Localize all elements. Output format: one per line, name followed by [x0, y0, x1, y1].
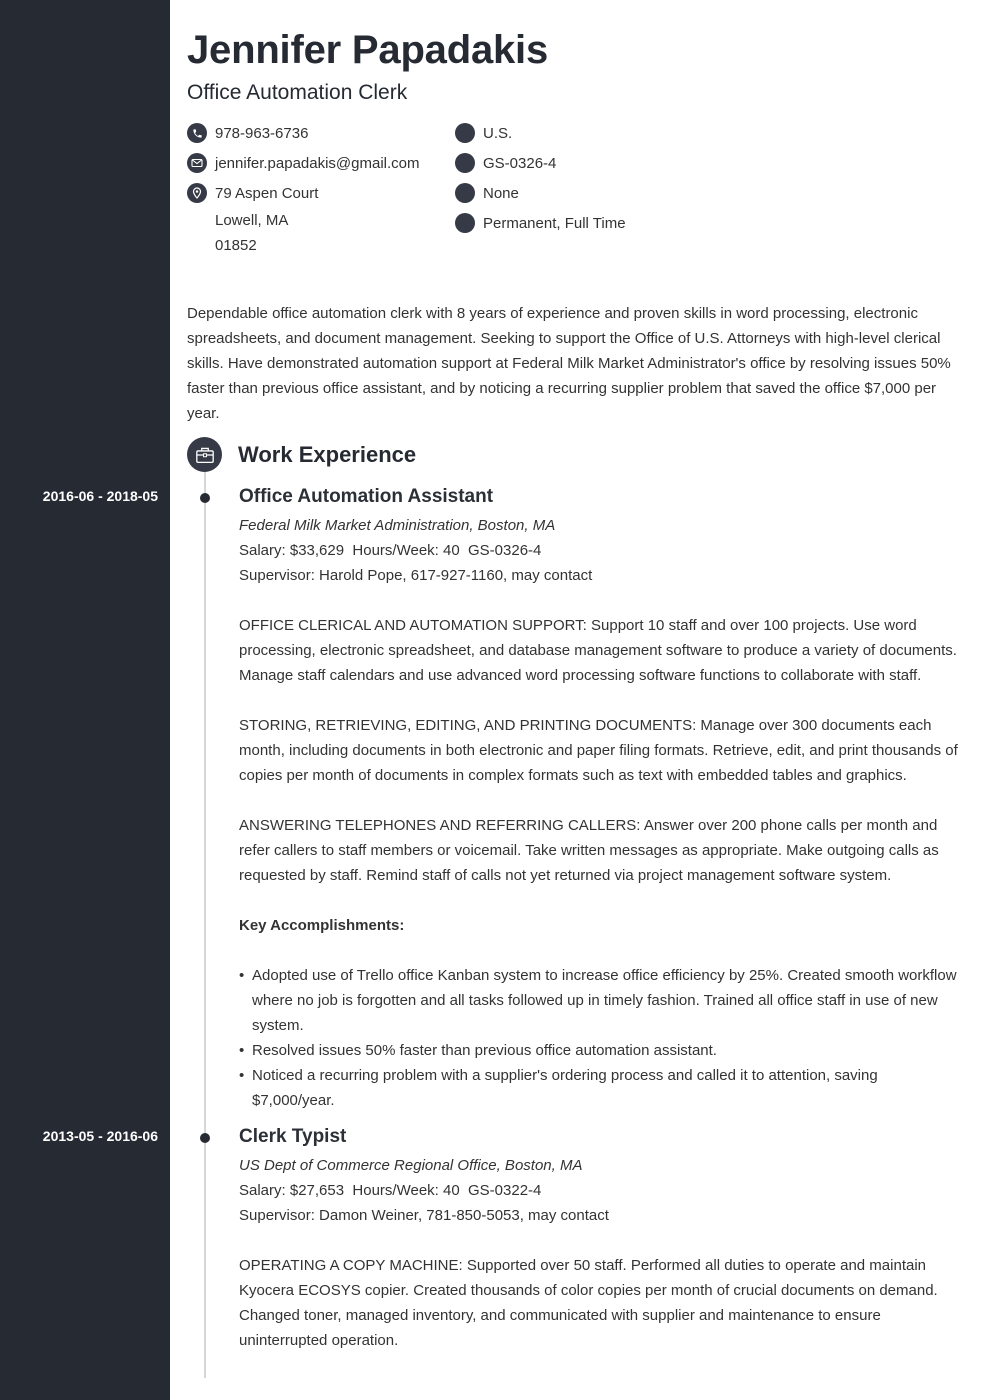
job-supervisor: Supervisor: Harold Pope, 617-927-1160, may contact — [239, 567, 593, 584]
veterans-preference-row — [455, 178, 626, 208]
accomplishment-item: • Adopted use of Trello office Kanban system to increase office efficiency by 25%. Created smooth workflow where no job is forgotten and all tasks followed up in timely fashion. Trained all office staff in use of new system. — [239, 963, 964, 1038]
job-title: Office Automation Clerk — [187, 81, 408, 104]
job-type-row — [455, 208, 626, 238]
job-duty-paragraph: OPERATING A COPY MACHINE: Supported over 50 staff. Performed all duties to operate and maintain Kyocera ECOSYS copier. Created thousands of color copies per month of crucial documents on demand. Changed toner, managed inventory, and communicated with supplier and maintenance to ensure uninterrupted operation. — [239, 1257, 938, 1349]
accomplishment-item: • Noticed a recurring problem with a supplier's ordering process and called it to attention, saving $7,000/year. — [239, 1063, 964, 1113]
contact-address — [187, 178, 420, 208]
envelope-icon — [187, 153, 207, 173]
citizenship-row — [455, 118, 626, 148]
contact-email — [187, 148, 420, 178]
timeline-dot — [200, 493, 210, 503]
job-type-text: Permanent, Full Time — [483, 214, 626, 232]
map-pin-icon — [187, 183, 207, 203]
job-dates: 2016-06 - 2018-05 — [42, 488, 158, 504]
veterans-preference-text: None — [483, 184, 519, 202]
citizenship-icon — [455, 123, 475, 143]
contact-info — [187, 118, 420, 258]
job-type-icon — [455, 213, 475, 233]
job-entry-title: Office Automation Assistant — [239, 486, 494, 507]
job-details: Salary: $33,629 Hours/Week: 40 GS-0326-4 — [239, 542, 542, 559]
job-duty-paragraph: ANSWERING TELEPHONES AND REFERRING CALLERS: Answer over 200 phone calls per month and refer callers to staff members or voicemail. Take written messages as appropriate. Make outgoing calls as requested by staff. Remind staff of calls not yet returned via project management software system. — [239, 817, 939, 884]
veterans-preference-icon — [455, 183, 475, 203]
job-duty-paragraph: STORING, RETRIEVING, EDITING, AND PRINTING DOCUMENTS: Manage over 300 documents each month, including documents in both electronic and paper filing formats. Retrieve, edit, and print thousands of copies per month of documents in complex formats such as text with embedded tables and graphics. — [239, 717, 958, 784]
contact-phone — [187, 118, 420, 148]
timeline-line — [204, 470, 206, 1378]
citizenship-text: U.S. — [483, 124, 513, 142]
grade-text: GS-0326-4 — [483, 154, 557, 172]
briefcase-icon — [187, 437, 222, 472]
federal-info — [455, 118, 626, 238]
summary: Dependable office automation clerk with 8 years of experience and proven skills in word processing, electronic spreadsheets, and document management. Seeking to support the Office of U.S. Attorneys with high-level clerical skills. Have demonstrated automation support at Federal Milk Market Administrator's office by resolving issues 50% faster than previous office assistant, and by noticing a recurring supplier problem that saved the office $7,000 per year. — [187, 305, 951, 422]
phone-text: 978-963-6736 — [215, 124, 309, 142]
timeline-dot — [200, 1133, 210, 1143]
job-duty-paragraph: OFFICE CLERICAL AND AUTOMATION SUPPORT: Support 10 staff and over 100 projects. Use word processing, electronic spreadsheet, and database management software to produce a variety of documents. Manage staff calendars and use advanced word processing software functions to collaborate with staff. — [239, 617, 957, 684]
address-line-3: 01852 — [215, 237, 257, 254]
candidate-name: Jennifer Papadakis — [187, 28, 549, 72]
job-dates: 2013-05 - 2016-06 — [42, 1128, 158, 1144]
accomplishments-list — [239, 963, 964, 1113]
job-details: Salary: $27,653 Hours/Week: 40 GS-0322-4 — [239, 1182, 542, 1199]
sidebar — [0, 0, 170, 1400]
grade-row — [455, 148, 626, 178]
section-title-work-experience: Work Experience — [238, 442, 417, 467]
job-employer: Federal Milk Market Administration, Boston, MA — [239, 517, 556, 534]
job-supervisor: Supervisor: Damon Weiner, 781-850-5053, may contact — [239, 1207, 609, 1224]
job-employer: US Dept of Commerce Regional Office, Boston, MA — [239, 1157, 583, 1174]
address-line-1: 79 Aspen Court — [215, 184, 319, 202]
accomplishments-label: Key Accomplishments: — [239, 917, 405, 934]
grade-icon — [455, 153, 475, 173]
address-line-2: Lowell, MA — [215, 212, 289, 229]
email-text: jennifer.papadakis@gmail.com — [215, 154, 420, 172]
accomplishment-item: • Resolved issues 50% faster than previous office automation assistant. — [239, 1038, 964, 1063]
job-entry-title: Clerk Typist — [239, 1126, 347, 1147]
job-entry — [239, 485, 964, 1113]
job-entry — [239, 1125, 964, 1353]
phone-icon — [187, 123, 207, 143]
